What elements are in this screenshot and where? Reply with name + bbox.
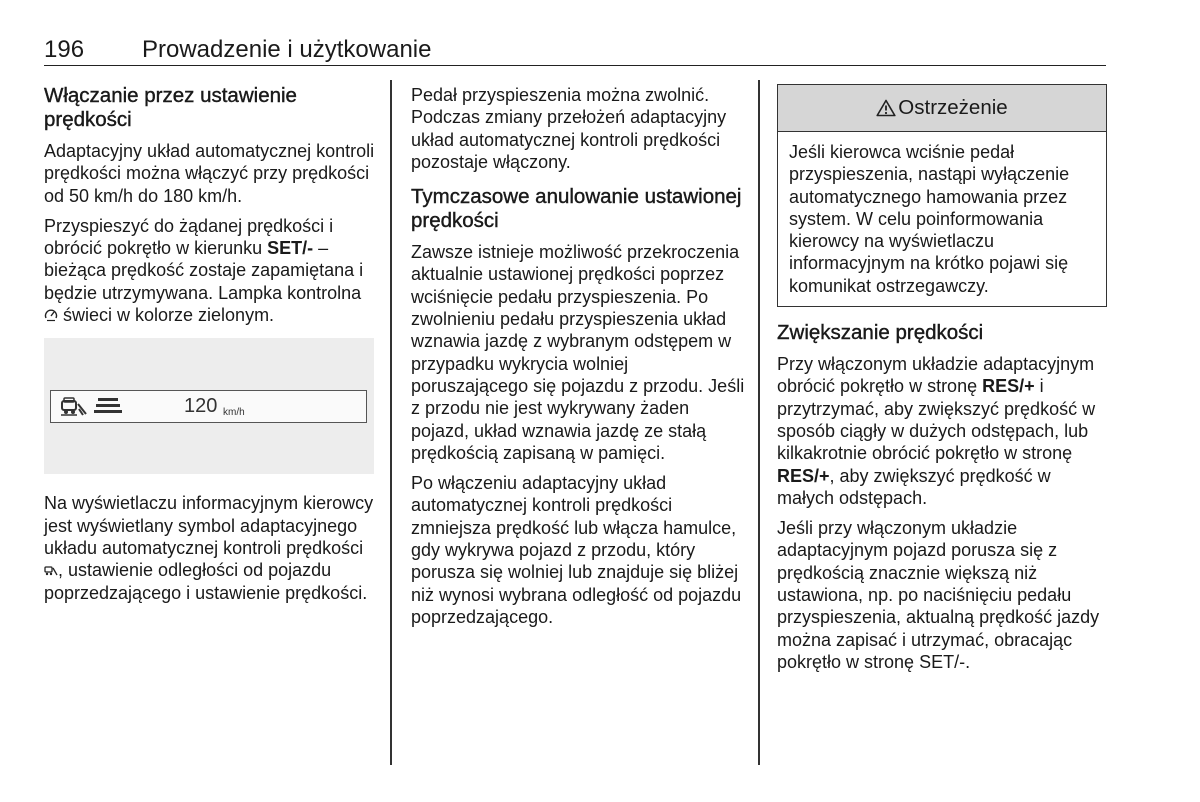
paragraph: Pedał przyspieszenia można zwolnić. Podczas zmiany przełożeń adaptacyjny układ automatycznej kontroli prędkości pozostaje włączony.: [411, 85, 727, 172]
following-distance-icon: [93, 397, 123, 415]
paragraph: Przyspieszyć do żądanej prędkości i obrócić pokrętło w kierunku SET/- – bieżąca prędkość zostaje zapamiętana i będzie utrzymywana. Lampka kontrolna świeci w kolorze zielonym.: [44, 215, 364, 326]
paragraph: Przy włączonym układzie adaptacyjnym obrócić pokrętło w stronę RES/+ i przytrzymać, aby zwiększyć prędkość w sposób ciągły w dużych odstępach, lub kilkakrotnie obrócić pokrętło w stronę RES/+, aby zwiększyć prędkość w małych odstępach.: [777, 354, 1096, 508]
res-control-label: RES/+: [982, 376, 1035, 397]
section-heading: Włączanie przez ustawienie prędkości: [44, 84, 297, 131]
driver-display-figure: [44, 338, 374, 474]
driver-information-display: [50, 390, 367, 423]
paragraph: Zawsze istnieje możliwość przekroczenia aktualnie ustawionej prędkości poprzez wciśnięcie pedału przyspieszenia. Po zwolnieniu pedału przyspieszenia układ wznawia jazdę z wybranym odstępem w przypadku wykrycia wolniej poruszającego się pojazdu z przodu. Jeśli z przodu nie jest wykrywany żaden pojazd, układ wznawia jazdę ze stałą prędkością zapisaną w pamięci.: [411, 242, 745, 463]
section-heading: Zwiększanie prędkości: [777, 321, 984, 345]
set-control-label: SET/-: [267, 238, 314, 259]
warning-text: Jeśli kierowca wciśnie pedał przyspieszenia, nastąpi wyłączenie automatycznego hamowania przez system. W celu poinformowania kierowcy na wyświetlaczu informacyjnym na krótko pojawi się komunikat ostrzegawczy.: [789, 142, 1070, 296]
page-number: 196: [44, 36, 85, 63]
paragraph: Po włączeniu adaptacyjny układ automatycznej kontroli prędkości zmniejsza prędkość lub włącza hamulce, gdy wykrywa pojazd z przodu, który porusza się wolniej lub znajduje się bliżej niż wynosi wybrana odległość od pojazdu poprzedzającego.: [411, 473, 742, 627]
res-control-label: RES/+: [777, 465, 830, 486]
section-heading: Tymczasowe anulowanie ustawionej prędkości: [411, 185, 742, 233]
warning-box: [777, 84, 1107, 307]
page-title: Prowadzenie i użytkowanie: [142, 36, 432, 63]
warning-header: [778, 85, 1106, 132]
set-speed-unit: km/h: [223, 407, 245, 419]
set-speed-value: 120: [184, 395, 218, 418]
column-divider: [390, 80, 392, 765]
paragraph: Adaptacyjny układ automatycznej kontroli prędkości można włączyć przy prędkości od 50 km/h do 180 km/h.: [44, 141, 375, 206]
acc-symbol-icon: [44, 564, 58, 577]
paragraph: Jeśli przy włączonym układzie adaptacyjnym pojazd porusza się z prędkością znacznie większą niż ustawiona, np. po naciśnięciu pedału przyspieszenia, aktualną prędkość jazdy można zapisać i utrzymać, obracając pokrętło w stronę SET/-.: [777, 518, 1100, 672]
page-header: [44, 36, 1106, 66]
warning-title: Ostrzeżenie: [898, 95, 1008, 119]
column-divider: [758, 80, 760, 765]
column-right: [777, 84, 1107, 681]
acc-vehicle-ahead-icon: [59, 396, 89, 418]
paragraph: Na wyświetlaczu informacyjnym kierowcy jest wyświetlany symbol adaptacyjnego układu automatycznej kontroli prędkości , ustawienie odległości od pojazdu poprzedzającego i ustawienie prędkości.: [44, 493, 374, 603]
cruise-control-lamp-icon: [44, 308, 58, 322]
warning-triangle-icon: [876, 99, 896, 117]
column-left: [44, 84, 379, 612]
column-middle: [411, 84, 746, 636]
